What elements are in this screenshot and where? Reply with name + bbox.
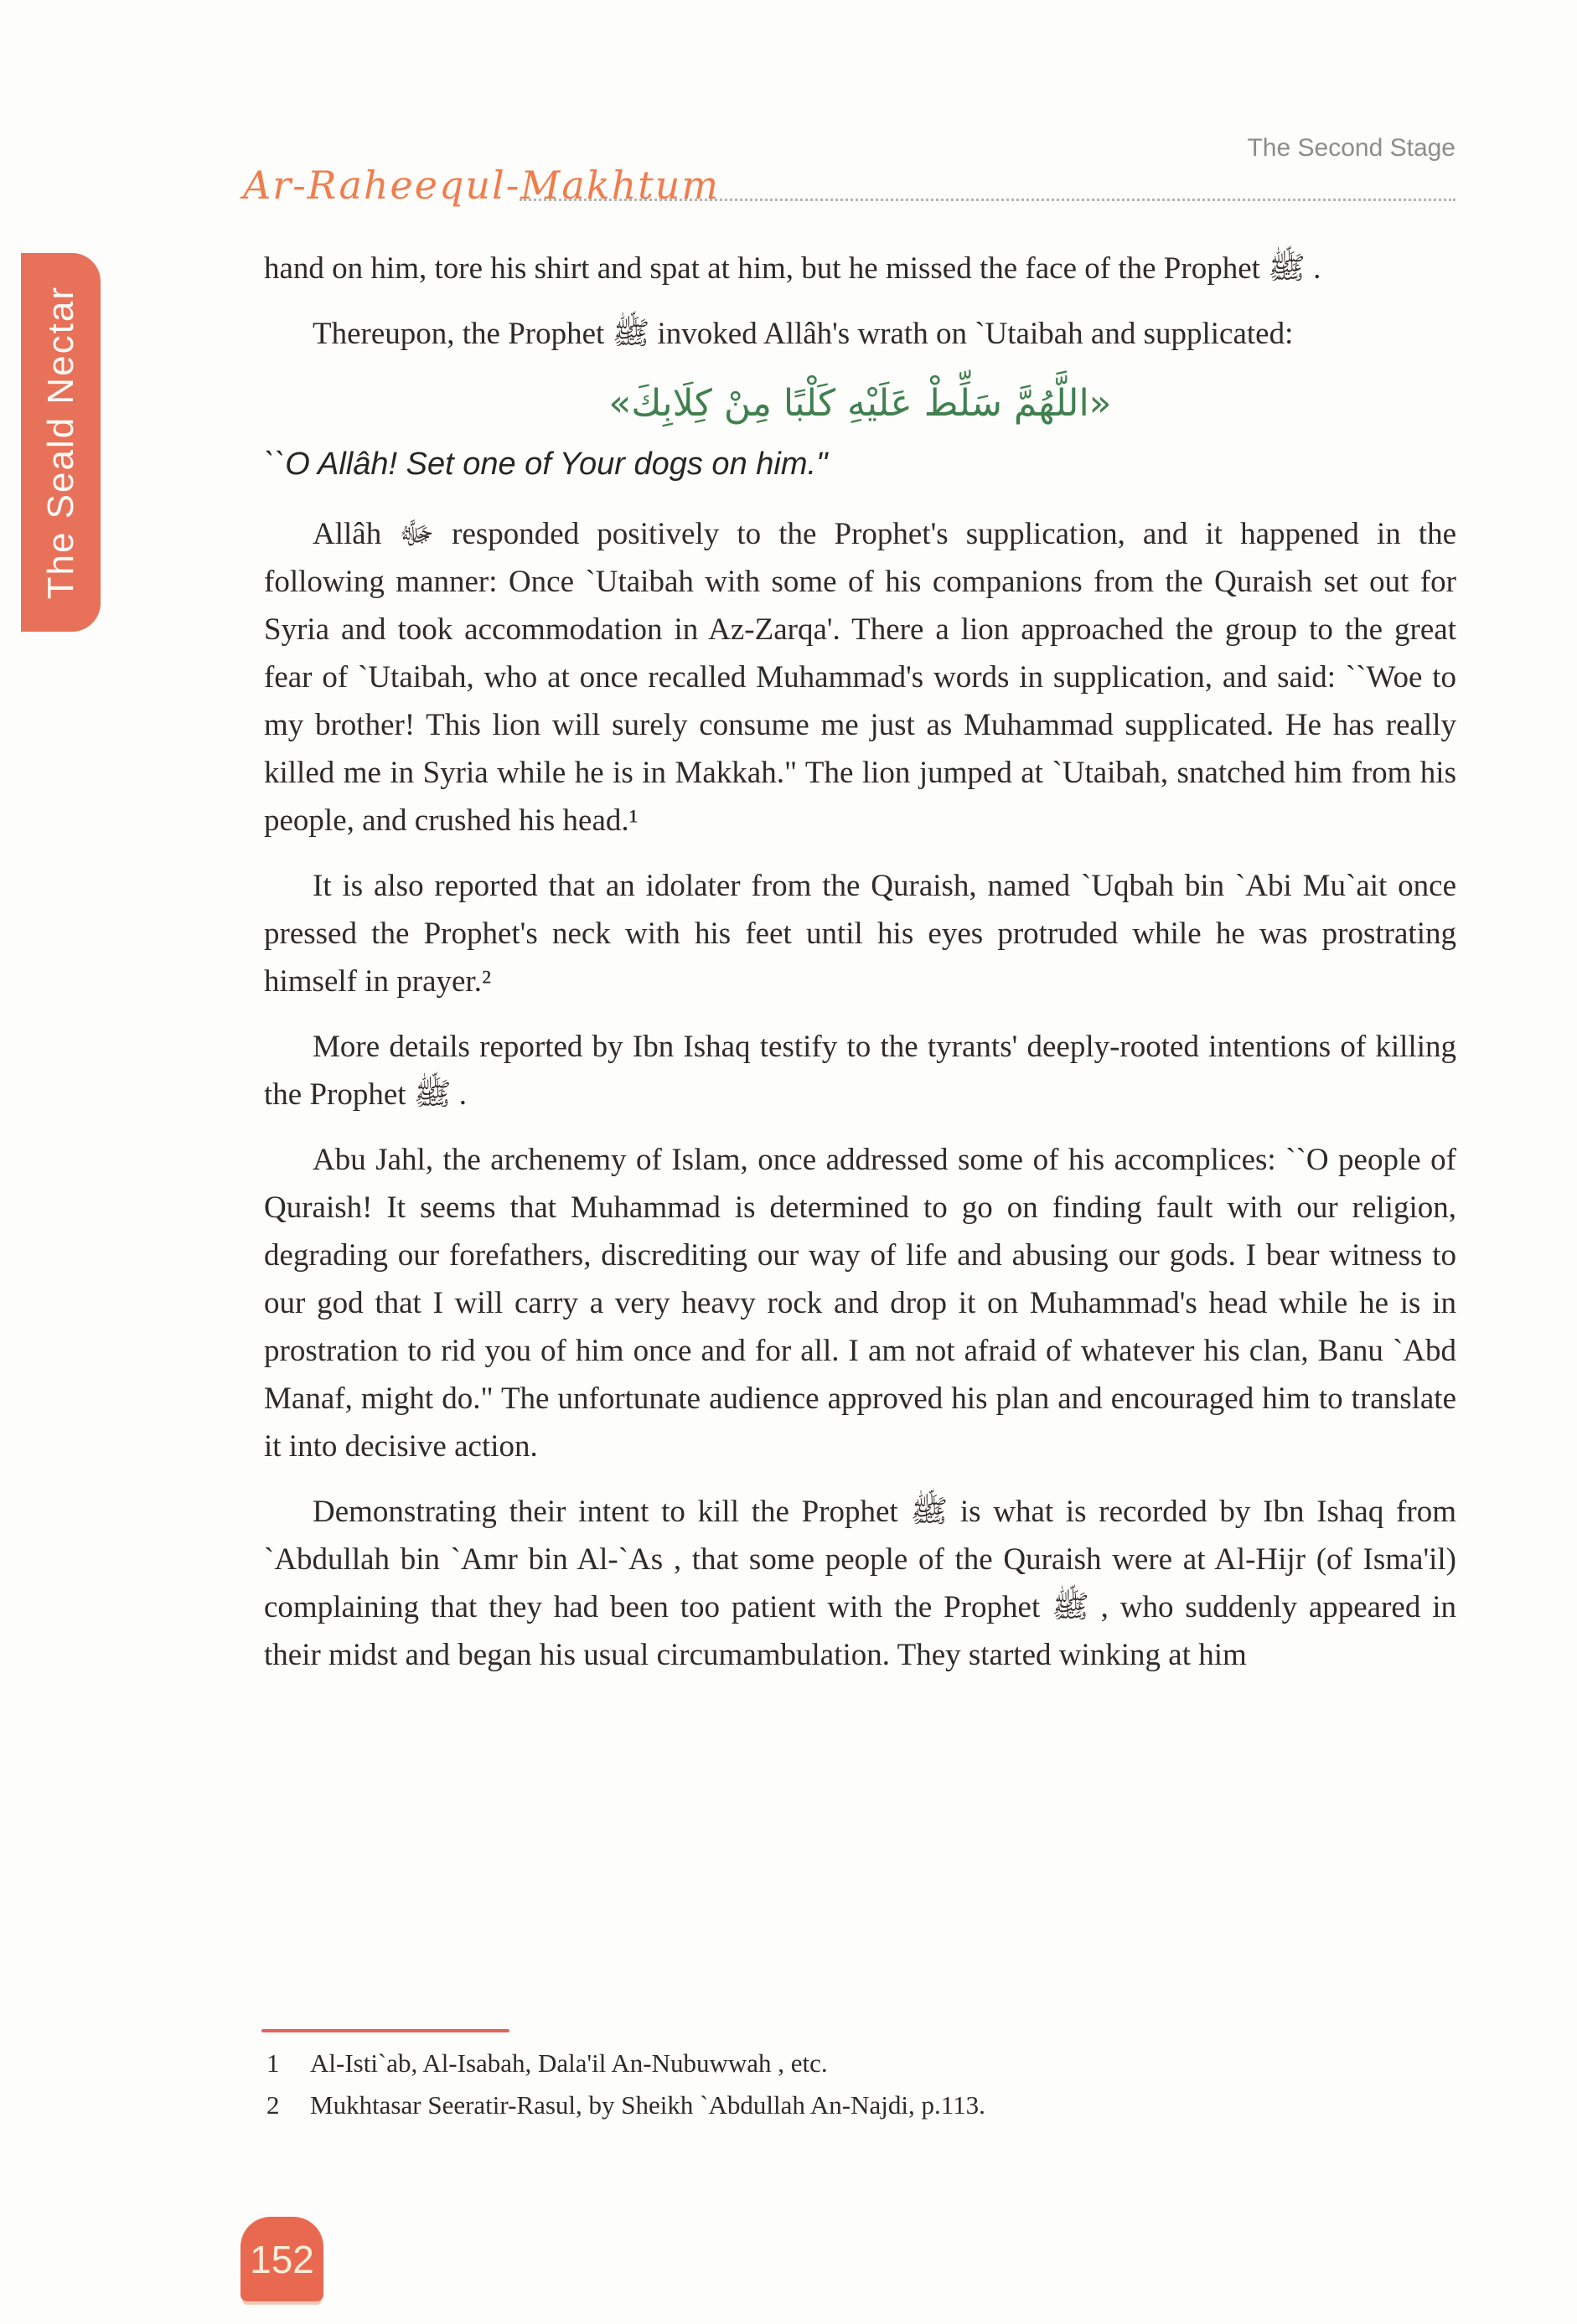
body-paragraph: hand on him, tore his shirt and spat at him, but he missed the face of the Prophet ﷺ . <box>264 251 1321 286</box>
body-paragraph: Demonstrating their intent to kill the Prophet ﷺ is what is recorded by Ibn Ishaq from `Abdullah bin `Amr bin Al-`As , that some people of the Quraish were at Al-Hijr (of Isma'il) complaining that they had been too patient with the Prophet ﷺ , who suddenly appeared in their midst and began his usual circumambulation. They started winking at him <box>264 1495 1456 1673</box>
footnote-separator-rule <box>261 2029 509 2032</box>
sidebar-tab-label: The Seald Nectar <box>39 285 81 600</box>
arabic-supplication: «اللَّهُمَّ سَلِّطْ عَلَيْهِ كَلْبًا مِنْ كِلَابِكَ» <box>608 382 1112 425</box>
book-title: Ar-Raheequl-Makhtum <box>243 163 721 208</box>
footnote-text: Al-Isti`ab, Al-Isabah, Dala'il An-Nubuwwah , etc. <box>310 2048 828 2078</box>
footnote <box>266 2084 1440 2126</box>
body-paragraph: It is also reported that an idolater from the Quraish, named `Uqbah bin `Abi Mu`ait once pressed the Prophet's neck with his feet until his eyes protruded while he was prostrating himself in prayer.² <box>264 869 1456 999</box>
page-number: 152 <box>250 2237 314 2281</box>
page-number-badge <box>240 2217 323 2301</box>
page-header <box>243 132 1455 208</box>
body-paragraph: Thereupon, the Prophet ﷺ invoked Allâh's wrath on `Utaibah and supplicated: <box>313 317 1294 351</box>
header-dotted-rule <box>520 199 1455 201</box>
section-title: The Second Stage <box>1247 134 1455 162</box>
footnote-number: 1 <box>266 2048 280 2078</box>
footnotes <box>266 2043 1440 2126</box>
footnote-text: Mukhtasar Seeratir-Rasul, by Sheikh `Abdullah An-Najdi, p.113. <box>310 2090 985 2120</box>
footnote <box>266 2043 1440 2084</box>
supplication-translation: ``O Allâh! Set one of Your dogs on him." <box>264 447 828 483</box>
body-paragraph: Abu Jahl, the archenemy of Islam, once addressed some of his accomplices: ``O people of Quraish! It seems that Muhammad is determined to go on finding fault with our religion, degrading our forefathers, discrediting our way of life and abusing our gods. I bear witness to our god that I will carry a very heavy rock and drop it on Muhammad's head while he is in prostration to rid you of him once and for all. I am not afraid of whatever his clan, Banu `Abd Manaf, might do." The unfortunate audience approved his plan and encouraged him to translate it into decisive action. <box>264 1143 1456 1464</box>
body-text <box>264 245 1456 2024</box>
sidebar-tab <box>21 253 101 632</box>
body-paragraph: More details reported by Ibn Ishaq testify to the tyrants' deeply-rooted intentions of killing the Prophet ﷺ . <box>264 1030 1456 1113</box>
body-paragraph: Allâh ﷻ responded positively to the Prophet's supplication, and it happened in the following manner: Once `Utaibah with some of his companions from the Quraish set out for Syria and took accommodation in Az-Zarqa'. There a lion approached the group to the great fear of `Utaibah, who at once recalled Muhammad's words in supplication, and said: ``Woe to my brother! This lion will surely consume me just as Muhammad supplicated. He has really killed me in Syria while he is in Makkah." The lion jumped at `Utaibah, snatched him from his people, and crushed his head.¹ <box>264 517 1456 839</box>
footnote-number: 2 <box>266 2090 280 2120</box>
